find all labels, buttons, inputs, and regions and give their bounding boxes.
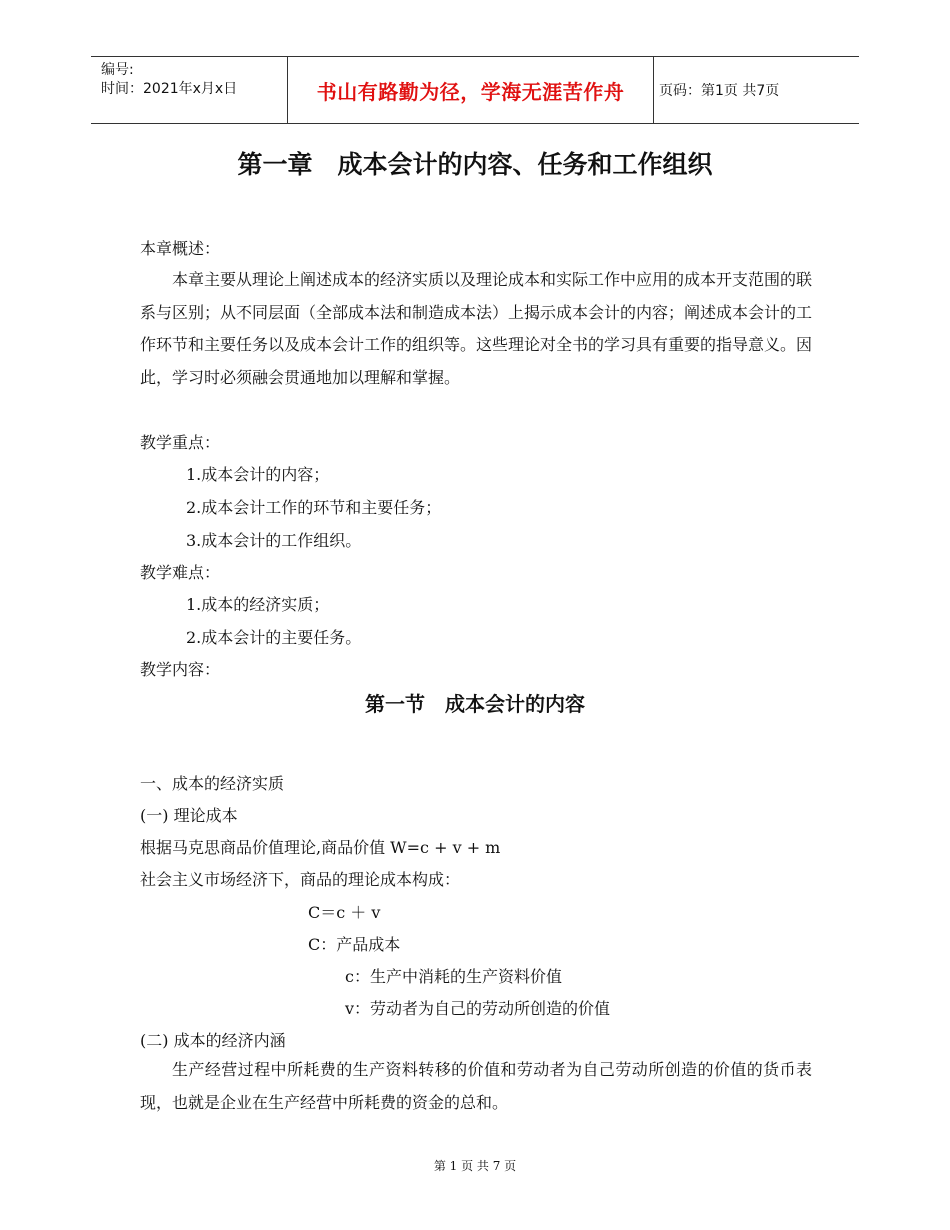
connotation-paragraph: 生产经营过程中所耗费的生产资料转移的价值和劳动者为自己劳动所创造的价值的货币表现，也就是企业在生产经营中所耗费的资金的总和。: [140, 1060, 812, 1112]
key-points-label: 教学重点：: [140, 433, 221, 452]
difficult-point-item: 2.成本会计的主要任务。: [186, 628, 362, 647]
page-header: [91, 56, 859, 124]
formula-definition: C：产品成本: [308, 935, 401, 954]
subsection-heading: (二) 成本的经济内涵: [140, 1031, 286, 1050]
part-heading: 一、成本的经济实质: [140, 774, 285, 793]
header-left-cell: [91, 57, 286, 123]
difficult-point-item: 1.成本的经济实质；: [186, 595, 330, 614]
header-page-label: 页码：第1页 共7页: [659, 83, 780, 99]
socialist-cost-line: 社会主义市场经济下，商品的理论成本构成：: [140, 870, 461, 889]
overview-paragraph: 本章主要从理论上阐述成本的经济实质以及理论成本和实际工作中应用的成本开支范围的联系与区别；从不同层面（全部成本法和制造成本法）上揭示成本会计的内容；阐述成本会计的工作环节和主要任务以及成本会计工作的组织等。这些理论对全书的学习具有重要的指导意义。因此，学习时必须融会贯通地加以理解和掌握。: [140, 270, 813, 387]
value-theory-line: 根据马克思商品价值理论,商品价值 W=c + v + m: [140, 838, 501, 857]
difficult-points-label: 教学难点：: [140, 563, 221, 582]
section-title: 第一节 成本会计的内容: [365, 692, 585, 716]
header-motto: 书山有路勤为径，学海无涯苦作舟: [316, 79, 625, 104]
key-point-item: 1.成本会计的内容；: [186, 465, 330, 484]
formula-definition: c：生产中消耗的生产资料价值: [345, 967, 562, 986]
chapter-title: 第一章 成本会计的内容、任务和工作组织: [237, 150, 713, 179]
subsection-heading: (一) 理论成本: [140, 806, 238, 825]
header-motto-cell: [287, 57, 654, 123]
page-footer: 第 1 页 共 7 页: [433, 1159, 517, 1173]
document-time-label: 时间：2021年x月x日: [101, 81, 238, 97]
teaching-content-label: 教学内容：: [140, 660, 221, 679]
key-point-item: 3.成本会计的工作组织。: [186, 531, 362, 550]
header-page-cell: [653, 57, 859, 123]
key-point-item: 2.成本会计工作的环节和主要任务；: [186, 498, 442, 517]
overview-label: 本章概述：: [140, 239, 221, 258]
formula-definition: v：劳动者为自己的劳动所创造的价值: [345, 999, 611, 1018]
document-number-label: 编号:: [101, 62, 134, 78]
cost-formula: C＝c ＋ v: [308, 903, 381, 922]
